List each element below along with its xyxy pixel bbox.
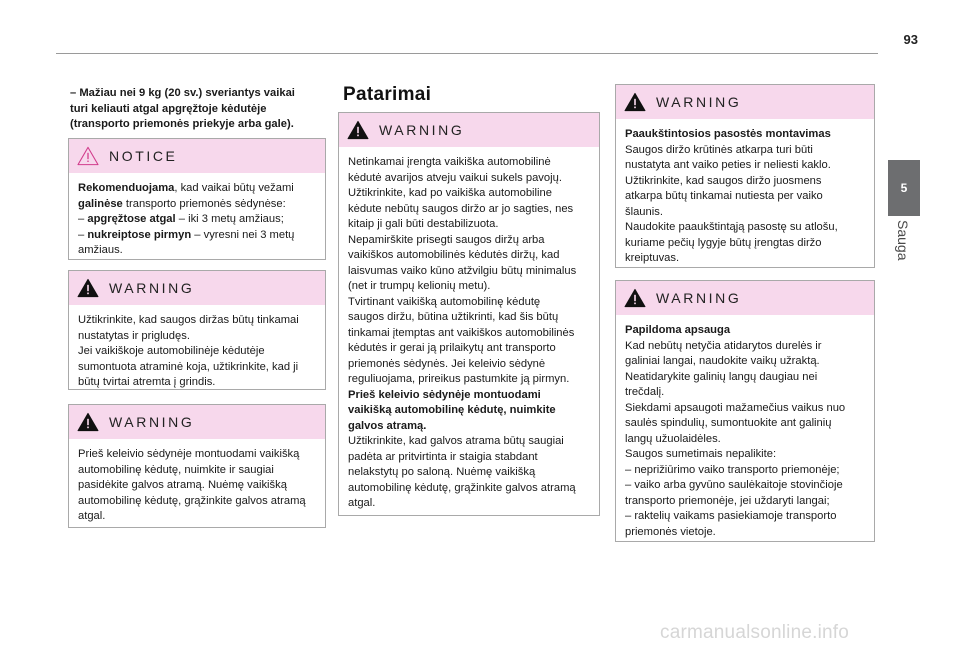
column-1 <box>68 86 326 133</box>
warning-box-4 <box>615 84 875 268</box>
warning-line: kitaip ji gali būti destabilizuota. <box>348 218 499 230</box>
header-divider <box>56 53 878 54</box>
page-number: 93 <box>903 32 918 47</box>
warning-line: Siekdami apsaugoti mažamečius vaikus nuo <box>625 401 846 414</box>
warning-triangle-icon <box>347 120 369 140</box>
warning-line: automobilinę kėdutę, grąžinkite galvos atramą <box>348 481 576 494</box>
notice-body <box>69 173 325 267</box>
warning-box-2 <box>68 404 326 528</box>
notice-line <box>78 197 317 213</box>
intro-paragraph <box>68 86 326 133</box>
warning-line: Saugos sumetimais nepalikite: <box>625 448 777 460</box>
warning-line: Naudokite paaukštintąją pasostę su atlošu, <box>625 221 838 233</box>
notice-line <box>78 228 317 244</box>
warning-title: WARNING <box>109 280 195 296</box>
warning-line: nustatytas ir prigludęs. <box>78 329 190 342</box>
warning-bold-line: Prieš keleivio sėdynėje montuodami <box>348 388 541 401</box>
warning-line: tinkamai įtemptas ant vaikiškos automobilinės <box>348 326 575 339</box>
warning-header <box>69 405 325 439</box>
warning-line: Tvirtinant vaikišką automobilinę kėdutę <box>348 295 541 308</box>
notice-header <box>69 139 325 173</box>
warning-line: Neatidarykite galinių langų daugiau nei <box>625 370 818 383</box>
warning-heading: Paaukštintosios pasostės montavimas <box>625 128 831 140</box>
warning-line: būtų tvirtai atremta į grindis. <box>78 376 216 388</box>
warning-box-5 <box>615 280 875 542</box>
warning-line: nelakstytų po saloną. Nuėmę vaikišką <box>348 466 536 478</box>
warning-line: padėta ar pritvirtinta ir staigia stabdant <box>348 450 538 463</box>
chapter-tab[interactable]: 5 <box>888 160 920 216</box>
chapter-label <box>893 220 915 275</box>
warning-body <box>616 119 874 275</box>
warning-line: langų užuolaidėles. <box>625 432 721 445</box>
warning-line: nustatyta ant vaiko peties ir neliesti kaklo. <box>625 159 831 171</box>
warning-line: saugos diržu, būtina užtikrinti, kad šis būtų <box>348 311 559 323</box>
warning-header <box>616 281 874 315</box>
bold-text: Rekomenduojama <box>78 182 175 194</box>
warning-line: trečdalį. <box>625 386 665 398</box>
warning-heading: Papildoma apsauga <box>625 324 731 336</box>
warning-line: Užtikrinkite, kad po vaikiška automobiline <box>348 187 552 199</box>
text: , kad vaikai būtų vežami <box>174 182 294 194</box>
warning-line: automobilinę kėdutę, grąžinkite galvos atramą <box>78 494 306 507</box>
bold-text: galinėse <box>78 197 123 210</box>
warning-bold-line: galvos atramą. <box>348 419 427 432</box>
intro-line: (transporto priemonės priekyje arba gale). <box>70 118 294 130</box>
warning-line: – neprižiūrimo vaiko transporto priemonėje; <box>625 463 840 476</box>
warning-line: Nepamirškite prisegti saugos diržų arba <box>348 233 545 246</box>
intro-line: – Mažiau nei 9 kg (20 sv.) sveriantys vaikai <box>70 87 295 99</box>
warning-line: galiniai langai, naudokite vaikų užraktą. <box>625 355 820 367</box>
warning-box-1 <box>68 270 326 390</box>
warning-line: laisvumas vaiko kūno atžvilgiu būtų minimalus <box>348 264 577 277</box>
warning-line: transporto priemonėje, jei uždaryti langai; <box>625 494 830 507</box>
warning-line: atkarpa būtų tinkamai nutiesta per vaiko <box>625 190 823 202</box>
warning-line: Jei vaikiškoje automobilinėje kėdutėje <box>78 345 265 357</box>
warning-header <box>69 271 325 305</box>
warning-line: automobilinę kėdutę, nuimkite ir saugiai <box>78 463 274 476</box>
warning-line: kreiptuvas. <box>625 252 680 264</box>
warning-title: WARNING <box>109 414 195 430</box>
warning-header <box>616 85 874 119</box>
warning-line: – raktelių vaikams pasiekiamoje transporto <box>625 510 837 522</box>
warning-line: – vaiko arba gyvūno saulėkaitoje stovinčioje <box>625 479 843 491</box>
warning-line: Netinkamai įrengta vaikiška automobilinė <box>348 156 551 168</box>
notice-line <box>78 212 317 228</box>
warning-line: reguliuojama, prireikus pastumkite ją pirmyn. <box>348 373 570 385</box>
warning-line: saulės spindulių, sumontuokite ant galinių <box>625 417 832 429</box>
warning-triangle-icon <box>624 288 646 308</box>
warning-line: atgal. <box>78 510 106 522</box>
warning-title: WARNING <box>379 122 465 138</box>
warning-line: Užtikrinkite, kad saugos diržas būtų tinkamai <box>78 314 299 326</box>
text: – vyresni nei 3 metų <box>191 228 295 241</box>
warning-triangle-icon <box>77 412 99 432</box>
warning-line: Prieš keleivio sėdynėje montuodami vaikišką <box>78 448 300 460</box>
warning-line: kėdutė avarijos atveju vaikui sukels pavojų. <box>348 171 562 184</box>
notice-box <box>68 138 326 260</box>
section-title: Patarimai <box>343 84 432 105</box>
warning-line: Saugos diržo krūtinės atkarpa turi būti <box>625 143 813 156</box>
watermark: carmanualsonline.info <box>660 622 850 643</box>
warning-line: priemonės sėdynės. Jei keleivio sėdynė <box>348 357 546 370</box>
warning-line: kėdute nebūtų saugos diržo ar jo sagties, nes <box>348 202 574 215</box>
warning-line: Kad nebūtų netyčia atidarytos durelės ir <box>625 339 822 352</box>
chapter-label-text: Sauga <box>895 220 911 261</box>
warning-title: WARNING <box>656 290 742 306</box>
warning-line: kėdutės ir gerai ją prilaikytų ant transporto <box>348 342 556 354</box>
warning-line: vaikiškos automobilinės kėdutės diržų, kad <box>348 249 560 261</box>
notice-line: amžiaus. <box>78 244 123 256</box>
warning-line: (net ir trumpų kelionių metu). <box>348 280 491 292</box>
bold-text: nukreiptose pirmyn <box>87 228 192 241</box>
notice-line <box>78 181 317 197</box>
warning-body <box>339 147 599 520</box>
warning-line: Užtikrinkite, kad galvos atrama būtų saugiai <box>348 435 564 447</box>
warning-triangle-icon <box>624 92 646 112</box>
warning-box-3 <box>338 112 600 516</box>
warning-bold-line: vaikišką automobilinę kėdutę, nuimkite <box>348 404 556 416</box>
warning-line: Užtikrinkite, kad saugos diržo juosmens <box>625 174 822 187</box>
text: – iki 3 metų amžiaus; <box>175 213 284 225</box>
warning-body <box>69 305 325 399</box>
warning-triangle-icon <box>77 278 99 298</box>
warning-body <box>616 315 874 548</box>
warning-title: WARNING <box>656 94 742 110</box>
warning-body <box>69 439 325 533</box>
warning-line: sumontuota atraminė koja, užtikrinkite, kad ji <box>78 360 299 373</box>
warning-line: šlaunis. <box>625 205 663 218</box>
dash: – <box>78 228 88 241</box>
text: transporto priemonės sėdynėse: <box>122 197 286 210</box>
notice-title: NOTICE <box>109 148 178 164</box>
warning-line: atgal. <box>348 497 376 509</box>
bold-text: apgręžtose atgal <box>87 213 176 225</box>
intro-line: turi keliauti atgal apgręžtoje kėdutėje <box>70 102 267 115</box>
dash: – <box>78 213 88 225</box>
warning-line: priemonės vietoje. <box>625 525 716 538</box>
warning-line: pasidėkite galvos atramą. Nuėmę vaikišką <box>78 479 287 491</box>
warning-header <box>339 113 599 147</box>
warning-line: kuriame pečių lygyje būtų įrengtas diržo <box>625 236 822 249</box>
warning-triangle-outline-icon <box>77 146 99 166</box>
